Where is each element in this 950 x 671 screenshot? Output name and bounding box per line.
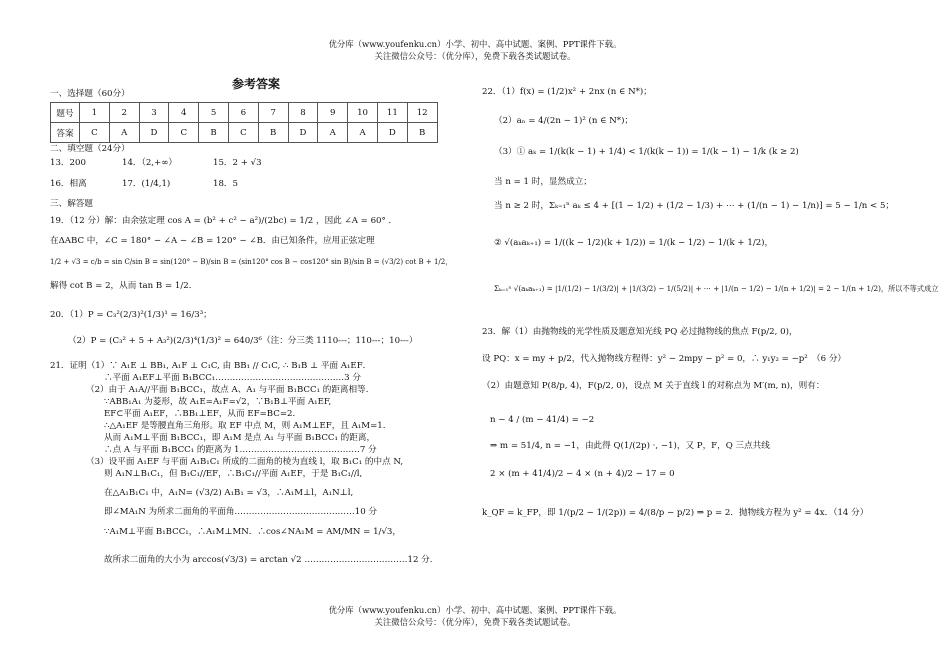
solution-line: n − 4 / (m − 41/4) = −2 xyxy=(490,415,595,425)
table-cell: C xyxy=(228,123,258,143)
solution-line: ∴点 A 与平面 B₁BCC₁ 的距离为 1……………………………………7 分 xyxy=(104,445,377,455)
solution-line: （2）由题意知 P(8/p, 4)，F(p/2, 0)，设点 M 关于直线 l 的对称点为 M′(m, n)，则有： xyxy=(482,381,825,391)
fill-answer: 14．（2,+∞） xyxy=(122,158,177,168)
table-cell: 12 xyxy=(407,103,437,123)
solution-line: 则 A₁N⊥B₁C₁，但 B₁C₁//EF，∴B₁C₁//平面 A₁EF，于是 B₁C₁//l, xyxy=(104,469,363,479)
solution-line: 当 n ≥ 2 时，Σₖ₌₁ⁿ aₖ ≤ 4 + [(1 − 1/2) + (1/2 − 1/3) + ⋯ + (1/(n − 1) − 1/n)] = 5 − 1/n < 5； xyxy=(494,201,895,211)
solution-line: （3）① aₖ = 1/(k(k − 1) + 1/4) < 1/(k(k − 1)) = 1/(k − 1) − 1/k (k ≥ 2) xyxy=(494,147,799,157)
solution-line: ∵A₁M⊥平面 B₁BCC₁，∴A₁M⊥MN．∴cos∠NA₁M = AM/MN = 1/√3， xyxy=(104,527,401,537)
table-cell: C xyxy=(169,123,199,143)
solution-line: 2 × (m + 41/4)/2 − 4 × (n + 4)/2 − 17 = 0 xyxy=(490,469,675,479)
table-cell: C xyxy=(80,123,110,143)
table-cell: D xyxy=(139,123,169,143)
solution-line: k_QF = k_FP，即 1/(p/2 − 1/(2p)) = 4/(8/p − p/2) ⇒ p = 2．抛物线方程为 y² = 4x．（14 分） xyxy=(482,508,869,518)
table-row xyxy=(51,123,438,143)
table-cell: B xyxy=(199,123,229,143)
solution-line: （2）由于 A₁A//平面 B₁BCC₁，故点 A、A₁ 与平面 B₁BCC₁ 的距离相等. xyxy=(86,385,369,395)
solution-line: 23．解（1）由抛物线的光学性质及题意知光线 PQ 必过抛物线的焦点 F(p/2, 0)， xyxy=(482,327,798,337)
table-row-label: 题号 xyxy=(51,103,80,123)
table-cell: D xyxy=(377,123,407,143)
solution-line: ⇒ m = 51/4, n = −1，由此得 Q(1/(2p) ·, −1)，又 P，F，Q 三点共线 xyxy=(490,441,770,451)
table-cell: 1 xyxy=(80,103,110,123)
solution-line: ∴△A₁EF 是等腰直角三角形。取 EF 中点 M，则 A₁M⊥EF，且 A₁M=1. xyxy=(104,421,386,431)
table-cell: A xyxy=(348,123,378,143)
table-cell: 9 xyxy=(318,103,348,123)
solution-line: ② √(aₖaₖ₊₁) = 1/((k − 1/2)(k + 1/2)) = 1/(k − 1/2) − 1/(k + 1/2)， xyxy=(494,238,774,248)
table-cell: 10 xyxy=(348,103,378,123)
solution-line: （3）设平面 A₁EF 与平面 A₁B₁C₁ 所成的二面角的棱为直线 l，取 B₁C₁ 的中点 N, xyxy=(86,457,404,467)
solution-line: Σₖ₌₁ⁿ √(aₖaₖ₊₁) = |1/(1/2) − 1/(3/2)| + |1/(3/2) − 1/(5/2)| + ⋯ + |1/(n − 1/2) − 1/(n + 1/2)| = 2 − 1/(n + 1/2)，所以不等式成立 xyxy=(494,284,939,293)
fill-answer: 17．(1/4,1) xyxy=(122,179,171,189)
fill-answer: 18．5 xyxy=(213,179,238,189)
table-row xyxy=(51,103,438,123)
solution-line: EF⊂平面 A₁EF，∴BB₁⊥EF，从而 EF=BC=2. xyxy=(104,409,296,419)
solution-line: （2）P = (C₃² + 5 + A₃²)(2/3)⁴(1/3)² = 640/3⁶（注：分三类 1110---；110---；10---） xyxy=(68,336,418,346)
table-cell: D xyxy=(288,123,318,143)
solution-line: 设 PQ：x = my + p/2，代入抛物线方程得：y² − 2mpy − p² = 0，∴ y₁y₂ = −p² （6 分） xyxy=(482,354,847,364)
solution-line: ∵ABB₁A₁ 为菱形，故 A₁E=A₁F=√2，∵B₁B⊥平面 A₁EF, xyxy=(104,397,332,407)
table-cell: A xyxy=(318,123,348,143)
answer-table xyxy=(50,102,438,143)
solution-line: 在ΔABC 中，∠C = 180° − ∠A − ∠B = 120° − ∠B．由已知条件，应用正弦定理 xyxy=(50,236,375,246)
table-row-label: 答案 xyxy=(51,123,80,143)
solution-line: 故所求二面角的大小为 arccos(√3/3) = arctan √2 ………………………………12 分. xyxy=(104,555,433,565)
solution-line: 当 n = 1 时，显然成立； xyxy=(494,177,592,187)
table-cell: 7 xyxy=(258,103,288,123)
solution-line: 即∠MA₁N 为所求二面角的平面角……………………………………10 分 xyxy=(104,507,378,517)
table-cell: 5 xyxy=(199,103,229,123)
table-cell: A xyxy=(109,123,139,143)
table-cell: B xyxy=(407,123,437,143)
solution-line: 22．（1）f(x) = (1/2)x² + 2nx (n ∈ N*)； xyxy=(482,87,652,97)
table-cell: 8 xyxy=(288,103,318,123)
section-fill-heading: 二、填空题（24分） xyxy=(50,144,130,154)
table-cell: 3 xyxy=(139,103,169,123)
table-cell: 2 xyxy=(109,103,139,123)
solution-line: 从而 A₁M⊥平面 B₁BCC₁，即 A₁M 是点 A₁ 与平面 B₁BCC₁ 的距离， xyxy=(104,433,376,443)
section-solution-heading: 三、解答题 xyxy=(50,199,93,209)
solution-line: 在△A₁B₁C₁ 中，A₁N= (√3/2) A₁B₁ = √3，∴A₁M⊥l，A₁N⊥l, xyxy=(104,488,354,498)
solution-line: 20．（1）P = C₃²(2/3)²(1/3)¹ = 16/3³； xyxy=(50,310,212,320)
section-choice-heading: 一、选择题（60分） xyxy=(50,89,130,99)
fill-answer: 16．相离 xyxy=(50,179,87,189)
solution-line: 21．证明（1）∵ A₁E ⊥ BB₁, A₁F ⊥ C₁C, 由 BB₁ // C₁C, ∴ B₁B ⊥ 平面 A₁EF． xyxy=(50,361,372,371)
solution-line: （2）aₙ = 4/(2n − 1)² (n ∈ N*)； xyxy=(494,116,634,126)
solution-line: 19．（12 分）解：由余弦定理 cos A = (b² + c² − a²)/(2bc) = 1/2 ，因此 ∠A = 60° ． xyxy=(50,216,398,226)
table-cell: 6 xyxy=(228,103,258,123)
table-cell: 4 xyxy=(169,103,199,123)
solution-line: 解得 cot B = 2，从而 tan B = 1/2． xyxy=(50,281,198,291)
table-cell: 11 xyxy=(377,103,407,123)
solution-line: 1/2 + √3 = c/b = sin C/sin B = sin(120° − B)/sin B = (sin120° cos B − cos120° sin B)/sin B = (√3/2) cot B + 1/2， xyxy=(50,258,453,266)
fill-answer: 13．200 xyxy=(50,158,86,168)
page-title: 参考答案 xyxy=(232,77,281,91)
table-cell: B xyxy=(258,123,288,143)
page-header: 优分库（www.youfenku.cn）小学、初中、高中试题、案例、PPT课件下载。 关注微信公众号：（优分库），免费下载各类试题试卷。 xyxy=(328,39,622,61)
solution-line: ∴平面 A₁EF⊥平面 B₁BCC₁………………………………………3 分 xyxy=(104,373,361,383)
page-footer: 优分库（www.youfenku.cn）小学、初中、高中试题、案例、PPT课件下载。 关注微信公众号：（优分库），免费下载各类试题试卷。 xyxy=(328,605,622,627)
fill-answer: 15．2 + √3 xyxy=(213,158,262,168)
